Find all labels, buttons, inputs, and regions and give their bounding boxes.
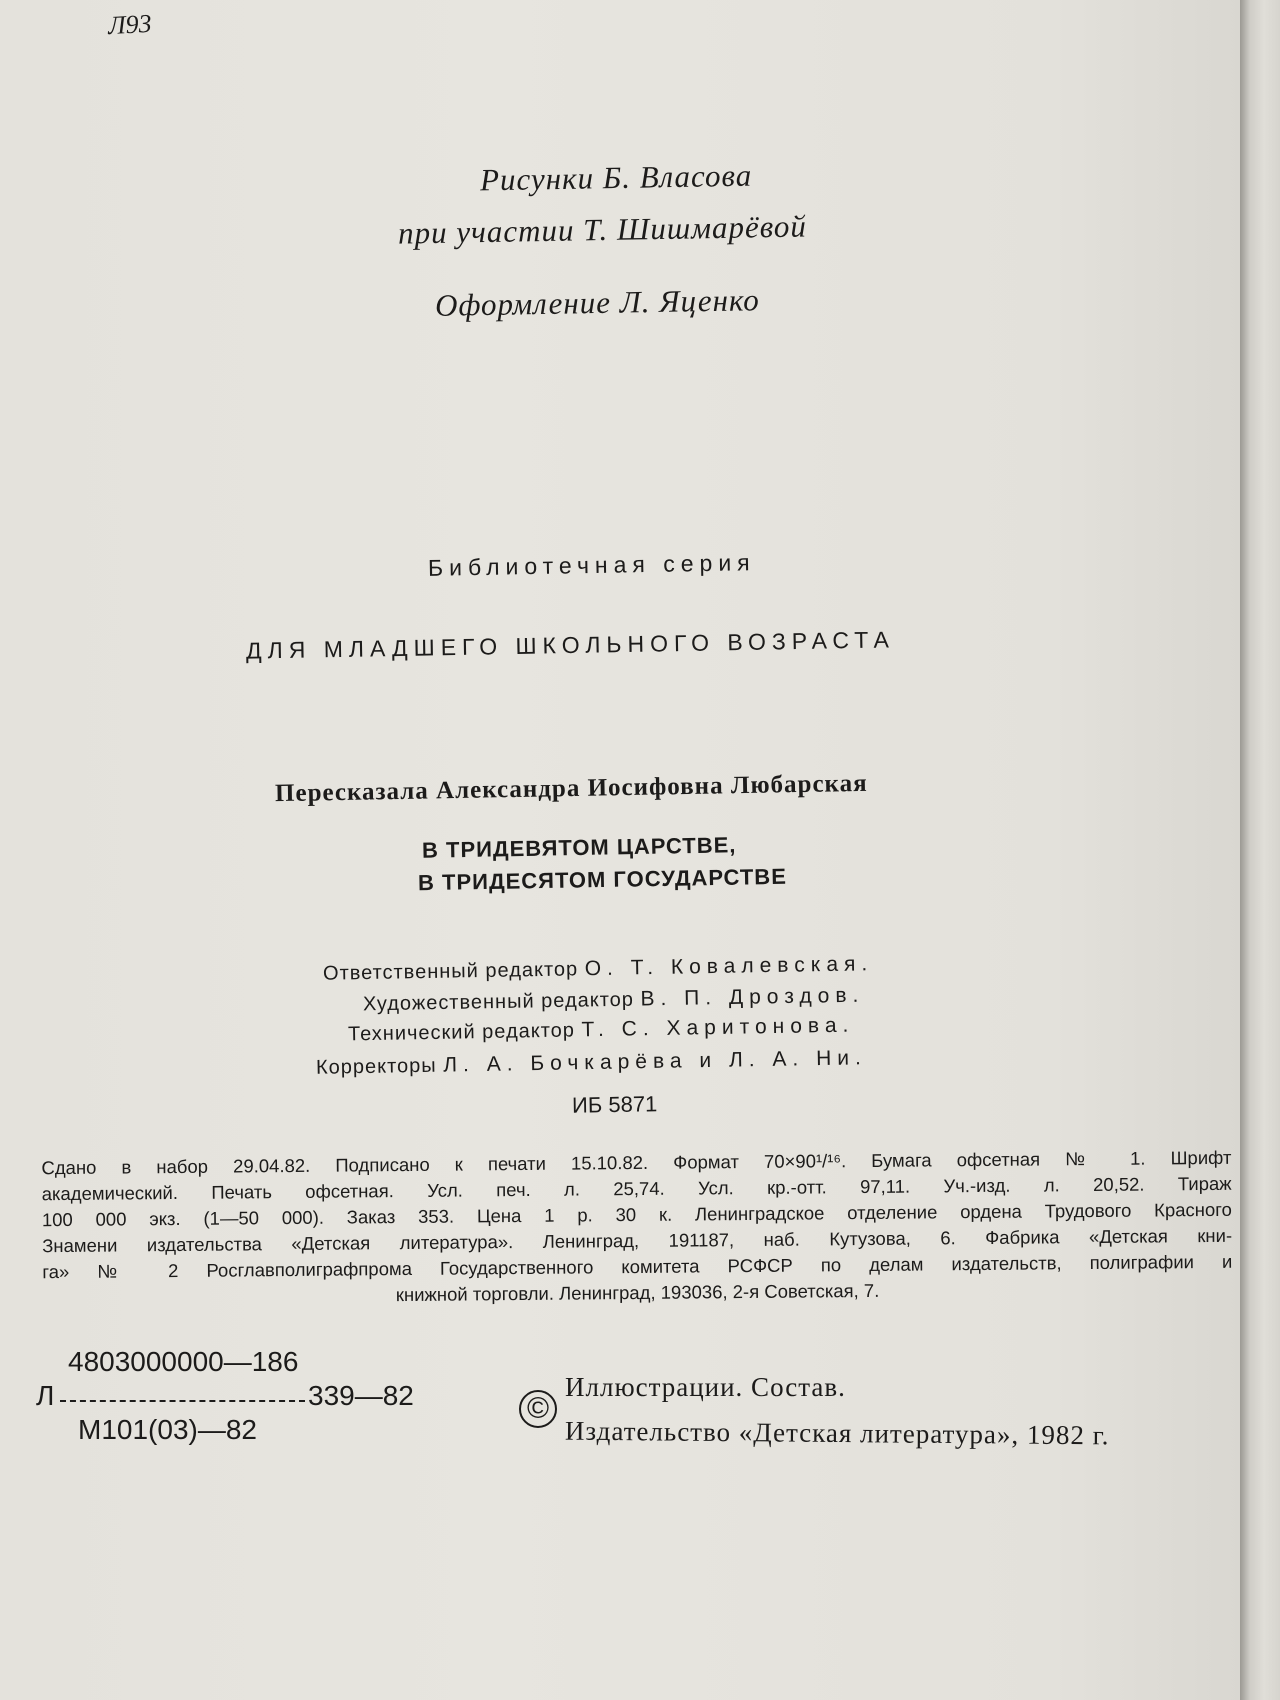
book-title-line-1: В ТРИДЕВЯТОМ ЦАРСТВЕ, (421, 832, 737, 863)
copyright-icon: © (519, 1390, 557, 1428)
series-audience: ДЛЯ МЛАДШЕГО ШКОЛЬНОГО ВОЗРАСТА (245, 626, 896, 664)
staff-role: Корректоры (315, 1054, 437, 1079)
book-fold-edge (1240, 0, 1280, 1700)
classification-right: 339—82 (308, 1380, 414, 1411)
staff-role: Художественный редактор (362, 988, 635, 1016)
ib-number: ИБ 5871 (571, 1091, 658, 1118)
staff-name: В. П. Дроздов. (640, 983, 865, 1011)
imprint-line: 100 000 экз. (1—50 000). Заказ 353. Цена 1 р. 30 к. Ленинградское отделение ордена Трудового Красного (41, 1198, 1232, 1231)
staff-name: Л. А. Бочкарёва и Л. А. Ни. (443, 1046, 868, 1077)
imprint-block (41, 1145, 1232, 1311)
imprint-line: Знамени издательства «Детская литература». Ленинград, 191187, наб. Кутузова, 6. Фабрика «Детская кни- (42, 1224, 1233, 1257)
classification-bottom: М101(03)—82 (78, 1414, 257, 1445)
classification-divider (60, 1400, 305, 1402)
participation-credit: при участии Т. Шишмарёвой (397, 208, 808, 251)
classification-top: 4803000000—186 (68, 1346, 299, 1377)
staff-name: Т. С. Харитонова. (581, 1013, 855, 1042)
book-title-line-2: В ТРИДЕСЯТОМ ГОСУДАРСТВЕ (417, 863, 788, 896)
imprint-line: академический. Печать офсетная. Усл. печ. л. 25,74. Усл. кр.-отт. 97,11. Уч.-изд. л. 20,52. Тираж (41, 1172, 1232, 1205)
design-credit: Оформление Л. Яценко (434, 282, 761, 323)
staff-role: Ответственный редактор (322, 958, 579, 985)
retold-by: Пересказала Александра Иосифовна Любарская (274, 769, 868, 808)
illustrations-credit: Рисунки Б. Власова (479, 157, 753, 198)
staff-name: О. Т. Ковалевская. (584, 952, 874, 981)
staff-role: Технический редактор (347, 1019, 576, 1046)
imprint-line: Сдано в набор 29.04.82. Подписано к печати 15.10.82. Формат 70×90¹/¹⁶. Бумага офсетная № 1. Шрифт (41, 1146, 1232, 1179)
series-name: Библиотечная серия (427, 549, 756, 581)
copyright-line-2: Издательство «Детская литература», 1982 г. (564, 1415, 1110, 1451)
shelf-mark: Л93 (107, 8, 153, 41)
imprint-line: книжной торговли. Ленинград, 193036, 2-я Советская, 7. (395, 1279, 880, 1306)
classification-letter: Л (36, 1380, 55, 1411)
copyright-line-1: Иллюстрации. Состав. (565, 1372, 846, 1402)
imprint-line: га» № 2 Росглавполиграфпрома Государственного комитета РСФСР по делам издательств, полиграфии и (42, 1250, 1233, 1283)
